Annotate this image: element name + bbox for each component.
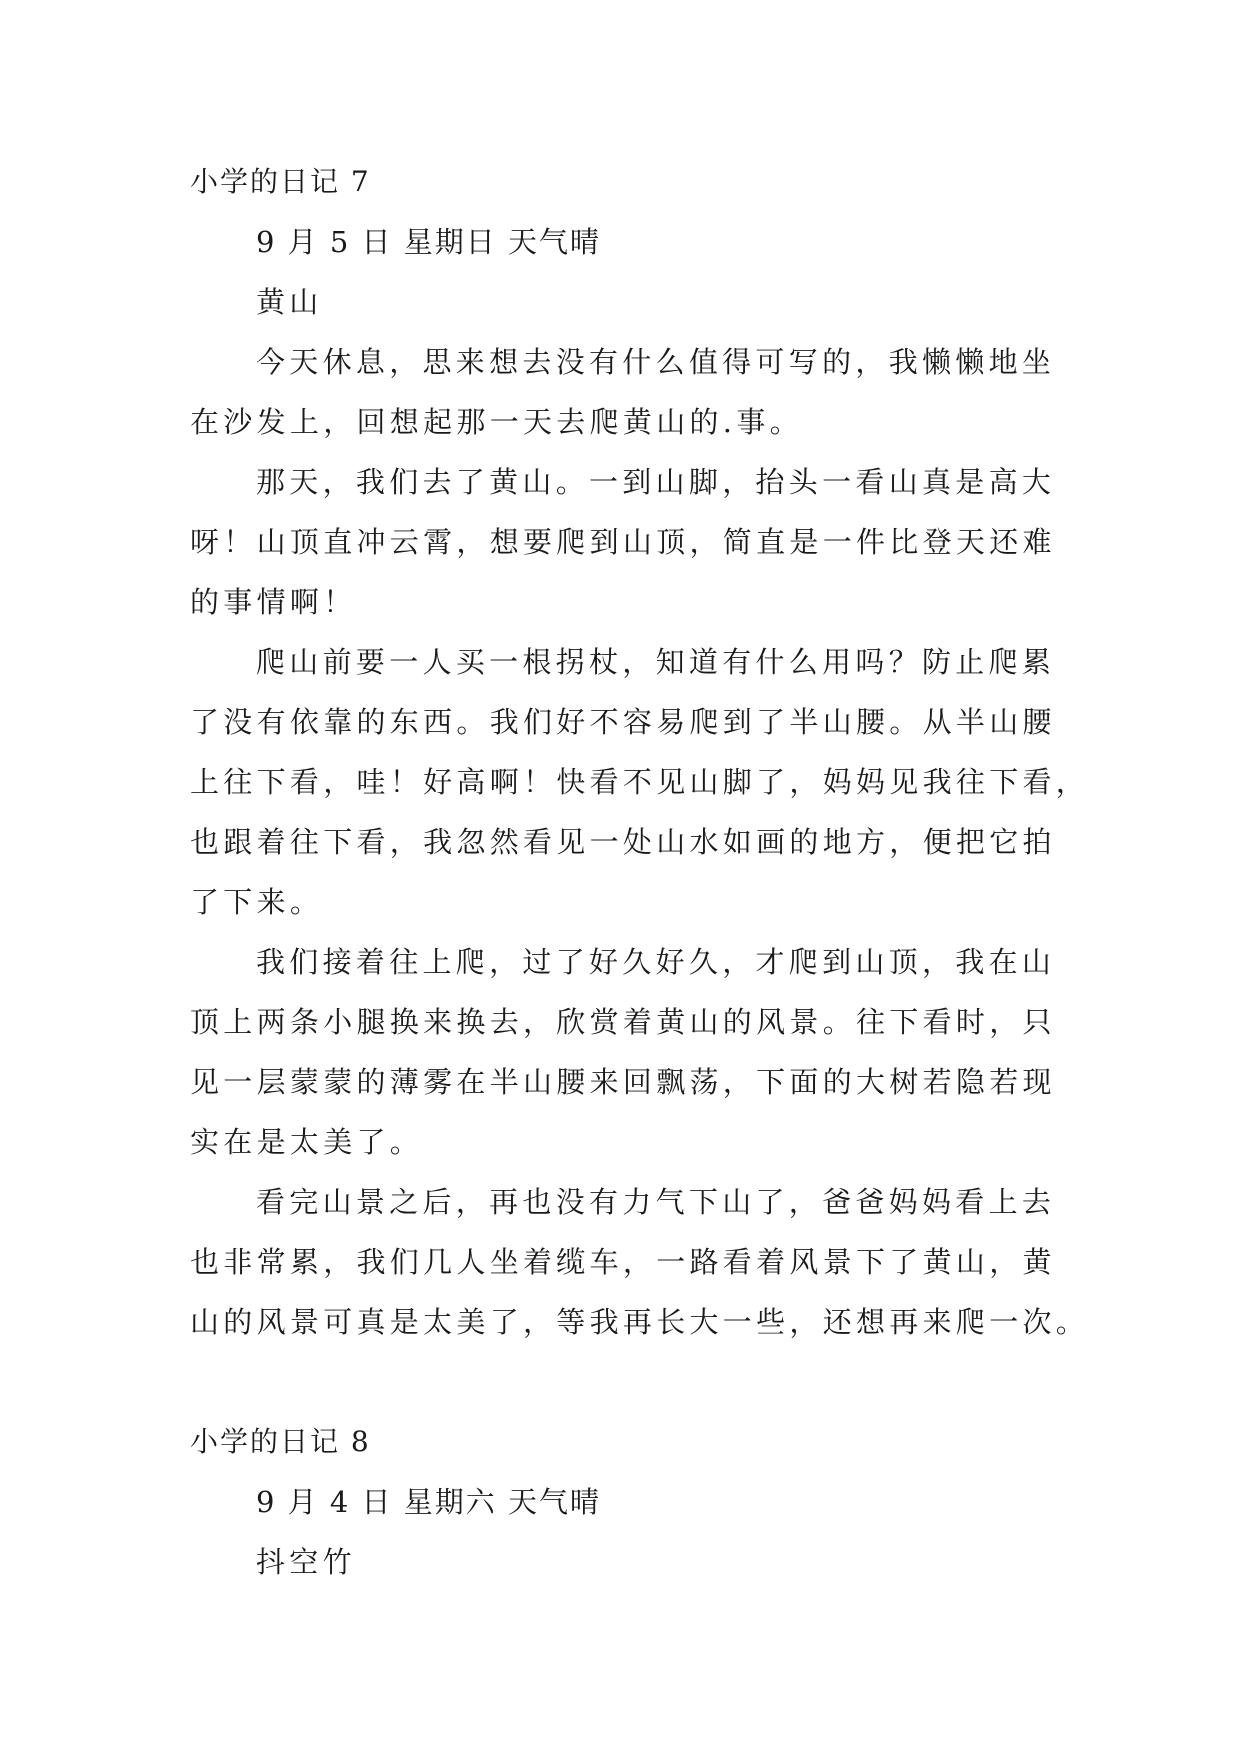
entry-spacer [190, 1352, 1060, 1412]
paragraph-line: 我们接着往上爬，过了好久好久，才爬到山顶，我在山 [256, 945, 1056, 979]
entry-date-line: 9 月 4 日 星期六 天气晴 [256, 1485, 601, 1519]
paragraph-line: 实在是太美了。 [190, 1125, 424, 1159]
paragraph-line: 在沙发上，回想起那一天去爬黄山的.事。 [190, 405, 803, 439]
diary-entry-7 [190, 152, 1090, 1352]
paragraph-line: 也非常累，我们几人坐着缆车，一路看着风景下了黄山，黄 [190, 1245, 1056, 1279]
paragraph-line: 上往下看，哇！好高啊！快看不见山脚了，妈妈见我往下看， [190, 765, 1090, 799]
paragraph-line: 见一层蒙蒙的薄雾在半山腰来回飘荡，下面的大树若隐若现 [190, 1065, 1056, 1099]
document-body [190, 152, 1090, 1592]
paragraph-line: 看完山景之后，再也没有力气下山了，爸爸妈妈看上去 [256, 1185, 1056, 1219]
paragraph-line: 了下来。 [190, 885, 324, 919]
paragraph-line: 了没有依靠的东西。我们好不容易爬到了半山腰。从半山腰 [190, 705, 1056, 739]
paragraph-line: 呀！山顶直冲云霄，想要爬到山顶，简直是一件比登天还难 [190, 525, 1056, 559]
paragraph-line: 山的风景可真是太美了，等我再长大一些，还想再来爬一次。 [190, 1305, 1090, 1339]
diary-entry-8 [190, 1412, 1060, 1592]
entry-subtitle: 黄山 [256, 285, 323, 319]
paragraph-line: 今天休息，思来想去没有什么值得可写的，我懒懒地坐 [256, 345, 1056, 379]
paragraph-line: 的事情啊！ [190, 585, 357, 619]
paragraph-line: 顶上两条小腿换来换去，欣赏着黄山的风景。往下看时，只 [190, 1005, 1056, 1039]
entry-date-line: 9 月 5 日 星期日 天气晴 [256, 225, 601, 259]
entry-title: 小学的日记 7 [190, 165, 371, 198]
entry-subtitle: 抖空竹 [256, 1545, 356, 1579]
paragraph-line: 那天，我们去了黄山。一到山脚，抬头一看山真是高大 [256, 465, 1056, 499]
paragraph-line: 也跟着往下看，我忽然看见一处山水如画的地方，便把它拍 [190, 825, 1056, 859]
paragraph-line: 爬山前要一人买一根拐杖，知道有什么用吗？防止爬累 [256, 645, 1056, 679]
entry-title: 小学的日记 8 [190, 1425, 371, 1458]
